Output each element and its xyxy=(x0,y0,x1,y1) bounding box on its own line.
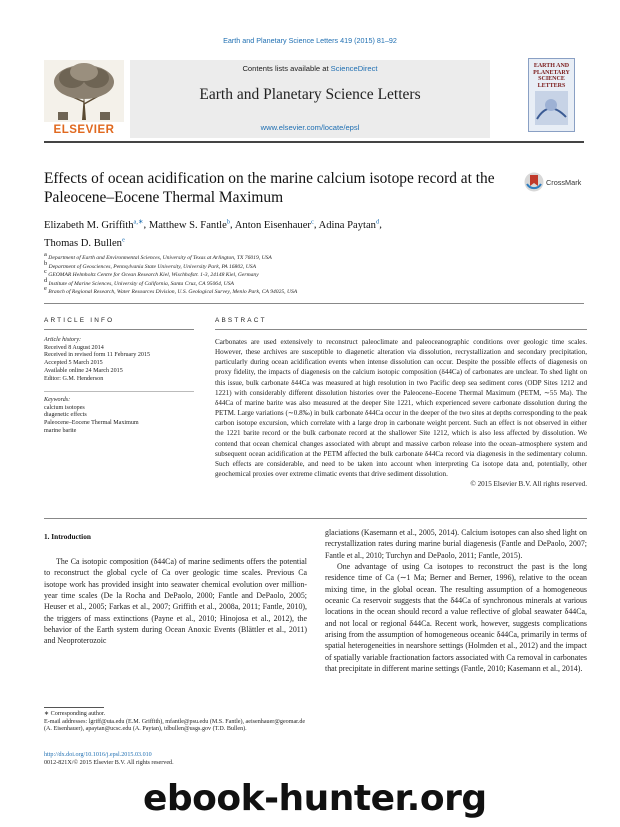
journal-reference[interactable]: Earth and Planetary Science Letters 419 (2015) 81–92 xyxy=(223,36,397,45)
affiliation-text: Branch of Regional Research, Water Resources Division, U.S. Geological Survey, Menlo Park, CA 94025, USA xyxy=(48,288,298,295)
author-1[interactable] xyxy=(44,220,144,231)
author-separator: , xyxy=(230,219,235,231)
history-label: Article history: xyxy=(44,337,82,343)
cover-image-icon xyxy=(529,89,574,129)
author-affiliation-mark[interactable]: b xyxy=(226,218,231,225)
header-rule xyxy=(44,141,584,143)
history-received: Received 8 August 2014 xyxy=(44,344,104,351)
elsevier-tree-icon xyxy=(44,60,124,122)
section-heading-introduction: 1. Introduction xyxy=(44,532,91,541)
corresponding-author: ∗ Corresponding author. xyxy=(44,711,106,717)
abstract-copyright: © 2015 Elsevier B.V. All rights reserved. xyxy=(470,480,587,489)
history-accepted: Accepted 5 March 2015 xyxy=(44,360,103,367)
keyword-item: marine barite xyxy=(44,427,77,434)
author-separator: , xyxy=(379,219,382,231)
author-name: Matthew S. Fantle xyxy=(148,219,227,231)
keyword-item: diagenetic effects xyxy=(44,412,87,419)
history-editor: Editor: G.M. Henderson xyxy=(44,375,104,382)
keyword-item: Paleocene–Eocene Thermal Maximum xyxy=(44,420,139,427)
affiliation-mark: d xyxy=(44,276,48,284)
doi-block xyxy=(44,752,307,767)
journal-title: Earth and Planetary Science Letters xyxy=(199,86,421,103)
author-3[interactable] xyxy=(235,220,314,231)
author-name: Thomas D. Bullen xyxy=(44,238,122,250)
author-name: Adina Paytan xyxy=(318,219,376,231)
affiliation-text: Institute of Marine Sciences, University of California, Santa Cruz, CA 95064, USA xyxy=(48,280,234,287)
crossmark-icon xyxy=(524,171,544,193)
abstract-bottom-rule xyxy=(44,518,587,519)
history-online: Available online 24 March 2015 xyxy=(44,367,123,374)
affiliation-e xyxy=(44,285,297,295)
crossmark-button[interactable] xyxy=(524,171,596,197)
keyword-item: calcium isotopes xyxy=(44,404,85,411)
abstract-heading: ABSTRACT xyxy=(215,317,267,324)
author-affiliation-mark[interactable]: a,∗ xyxy=(133,218,144,225)
author-name: Elizabeth M. Griffith xyxy=(44,219,134,231)
affiliation-text: GEOMAR Helmholtz Centre for Ocean Research Kiel, Wischhofstr. 1-3, 24148 Kiel, Germany xyxy=(48,271,259,278)
keywords-rule xyxy=(44,391,194,392)
intro-right-column xyxy=(325,527,587,674)
journal-cover[interactable] xyxy=(528,58,575,132)
author-5[interactable] xyxy=(44,238,125,249)
email-addresses[interactable]: E-mail addresses: lgriff@uta.edu (E.M. Griffith), mfantle@psu.edu (M.S. Fantle), aeisenhauer@geomar.de (A. Eisenhauer), apaytan@ucsc.edu (A. Paytan), tdbullen@usgs.gov (T.D. Bullen). xyxy=(44,718,306,733)
article-info-rule xyxy=(44,329,194,330)
history-revised: Received in revised form 11 February 2015 xyxy=(44,352,151,359)
watermark: ebook-hunter.org xyxy=(143,778,487,819)
affiliation-mark: b xyxy=(44,259,48,267)
footnote-rule xyxy=(44,707,104,708)
article-info-heading: ARTICLE INFO xyxy=(44,317,115,324)
issn-line: 0012-821X/© 2015 Elsevier B.V. All rights reserved. xyxy=(44,759,174,766)
abstract-rule xyxy=(215,329,587,330)
author-4[interactable] xyxy=(319,220,380,231)
affiliation-mark: c xyxy=(44,268,47,275)
author-affiliation-mark[interactable]: e xyxy=(121,236,125,244)
article-title: Effects of ocean acidification on the marine calcium isotope record at the Paleocene–Eocene Thermal Maximum xyxy=(44,170,495,206)
affiliation-mark: a xyxy=(44,251,47,258)
sciencedirect-link[interactable]: ScienceDirect xyxy=(330,64,378,73)
cover-title: EARTH AND PLANETARY SCIENCE LETTERS xyxy=(533,63,570,89)
author-list xyxy=(44,214,584,251)
keywords-label: Keywords: xyxy=(44,397,71,403)
contents-line xyxy=(130,64,490,73)
author-2[interactable] xyxy=(149,220,230,231)
publisher-name: ELSEVIER xyxy=(53,124,115,136)
crossmark-label: CrossMark xyxy=(546,178,582,187)
author-separator: , xyxy=(313,219,319,231)
author-affiliation-mark[interactable]: d xyxy=(375,218,380,225)
affiliation-text: Department of Earth and Environmental Sciences, University of Texas at Arlington, TX 76019, USA xyxy=(48,254,272,261)
keywords xyxy=(44,397,194,436)
elsevier-logo[interactable] xyxy=(44,60,124,138)
intro-paragraph-1: The Ca isotopic composition (δ44Ca) of marine sediments offers the potential to reconstruct the global cycle of Ca over geologic time scales. Previous Ca isotope work has provided insight into seawater chemical evolution over million-year time scales (De la Rocha and DePaolo, 2000; Fantle and DePaolo, 2005; Heuser et al., 2005; Farkas et al., 2007; Griffith et al., 2008a, 2011; Fantle, 2010), the triggers of mass extinctions (Payne et al., 2010; Hinojosa et al., 2012), the behavior of the Earth system during Ocean Anoxic Events (Blättler et al., 2011) and Neoproterozoic xyxy=(44,557,307,646)
author-affiliation-mark[interactable]: c xyxy=(310,218,314,225)
abstract-text: Carbonates are used extensively to reconstruct paleoclimate and paleoceanographic conditions over geologic time scales. However, these archives are susceptible to diagenetic alteration via dissolution, recrystallization and secondary precipitation, particularly during ocean acidification events when intense dissolution can occur. Despite the possible effects of diagenesis on proxy fidelity, the impacts of diagenesis on the calcium isotopic composition (δ44Ca) of carbonates are unclear. To shed light on this issue, bulk carbonate δ44Ca was measured at high resolution in two Pacific deep sea sediment cores (ODP Sites 1212 and 1221) with considerably different dissolution histories over the Paleocene–Eocene Thermal Maximum (PETM, ∼55 Ma). The δ44Ca of marine barite was also measured at the deeper Site 1221, which experienced severe carbonate dissolution during the PETM. Large variations (∼0.8‰) in bulk carbonate δ44Ca occur in the deeper of the two sites at depths corresponding to the peak carbon isotope excursion, which correlate with a large drop in carbonate weight percent. Such an effect is not observed in either the 1221 barite record or the bulk carbonate record at the shallower Site 1212, which is also less affected by dissolution. We contend that ocean chemical changes associated with abrupt and massive carbon release into the ocean–atmosphere system and subsequent ocean acidification at the PETM affected the bulk carbonate δ44Ca record via diagenesis in the sedimentary column. Such effects are considerable, and need to be taken into account when interpreting Ca isotope data and, potentially, other geochemical proxies over extreme climatic events that drive sediment dissolution. xyxy=(215,338,587,479)
author-name: Anton Eisenhauer xyxy=(234,219,311,231)
contents-prefix: Contents lists available at xyxy=(242,64,331,73)
abstract-body xyxy=(215,337,587,489)
affiliation-rule xyxy=(44,303,584,304)
footnote xyxy=(44,711,307,734)
intro-paragraph-2: One advantage of using Ca isotopes to reconstruct the past is the long residence time of Ca (∼1 Ma; Berner and Berner, 1996), relative to the ocean mixing time, in the global ocean. The resulting assumption of a homogeneous oceanic Ca reservoir suggests that the δ44Ca of synchronous minerals at various locations in the ocean should record a value reflective of global seawater δ44Ca, and not local or regional δ44Ca. Recent work, however, suggests complications arising from the assumption of homogeneous oceanic δ44Ca, primarily in terms of spatial heterogeneities in nearshore settings (Holmden et al., 2012) and the impact of spatially variable fractionation factors associated with Ca removal in carbonates that precipitate in different marine settings (Fantle, 2010; Kasemann et al., 2014). xyxy=(325,562,587,674)
doi-link[interactable]: http://dx.doi.org/10.1016/j.epsl.2015.03.010 xyxy=(44,752,152,758)
affiliation-mark: e xyxy=(44,285,47,292)
article-history xyxy=(44,337,194,383)
journal-homepage-link[interactable]: www.elsevier.com/locate/epsl xyxy=(260,123,360,132)
affiliation-text: Department of Geosciences, Pennsylvania State University, University Park, PA 16802, USA xyxy=(48,263,256,270)
author-separator: , xyxy=(143,219,149,231)
intro-paragraph-1-continued: glaciations (Kasemann et al., 2005, 2014). Calcium isotopes can also shed light on recrystallization rates during marine burial diagenesis (Fantle and DePaolo, 2007; Fantle et al., 2010; Turchyn and DePaolo, 2011; Fantle, 2015). xyxy=(325,528,587,560)
